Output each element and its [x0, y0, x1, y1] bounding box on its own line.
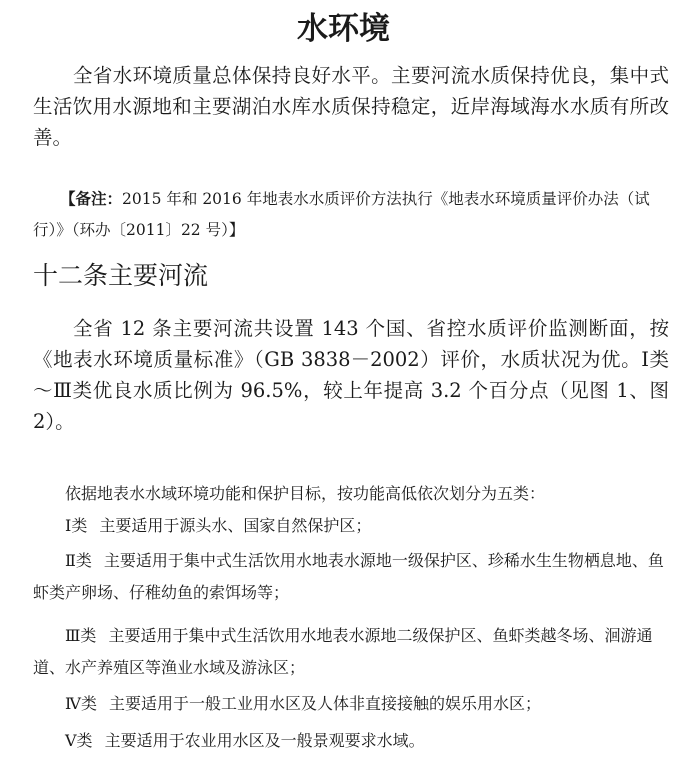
- class-name: Ⅲ类: [65, 626, 97, 645]
- class-name: Ⅰ类: [65, 516, 88, 535]
- class-description: 主要适用于一般工业用水区及人体非直接接触的娱乐用水区；: [109, 694, 542, 713]
- class-item-4: [33, 688, 669, 720]
- note-paragraph: [33, 183, 669, 246]
- intro-paragraph: 全省水环境质量总体保持良好水平。主要河流水质保持优良，集中式生活饮用水源地和主要湖泊水库水质保持稳定，近岸海域海水水质有所改善。: [33, 64, 669, 149]
- classification-intro: 依据地表水水域环境功能和保护目标，按功能高低依次划分为五类：: [65, 484, 546, 503]
- class-description: 主要适用于源头水、国家自然保护区；: [99, 516, 372, 535]
- class-item-2: [33, 545, 669, 609]
- class-item-5: [33, 725, 669, 757]
- page-title: 水环境: [297, 11, 390, 47]
- class-name: Ⅳ类: [65, 694, 97, 713]
- class-item-1: [33, 510, 669, 542]
- class-description: 主要适用于农业用水区及一般景观要求水域。: [104, 731, 425, 750]
- class-name: Ⅱ类: [65, 551, 92, 570]
- class-name: Ⅴ类: [65, 731, 93, 750]
- river-paragraph: 全省 12 条主要河流共设置 143 个国、省控水质评价监测断面，按《地表水环境质量标准》（GB 3838－2002）评价，水质状况为优。Ⅰ类～Ⅲ类优良水质比例为 96.5%，较上年提高 3.2 个百分点（见图 1、图 2）。: [33, 317, 669, 433]
- class-item-3: [33, 620, 669, 684]
- class-description: 主要适用于集中式生活饮用水地表水源地一级保护区、珍稀水生生物栖息地、鱼虾类产卵场、仔稚幼鱼的索饵场等；: [33, 551, 664, 602]
- note-label: 【备注：: [60, 189, 123, 208]
- note-text: 2015 年和 2016 年地表水水质评价方法执行《地表水环境质量评价办法（试行）》（环办〔2011〕22 号）】: [33, 190, 650, 239]
- section-heading: 十二条主要河流: [33, 261, 209, 290]
- class-description: 主要适用于集中式生活饮用水地表水源地二级保护区、鱼虾类越冬场、洄游通道、水产养殖区等渔业水域及游泳区；: [33, 626, 653, 677]
